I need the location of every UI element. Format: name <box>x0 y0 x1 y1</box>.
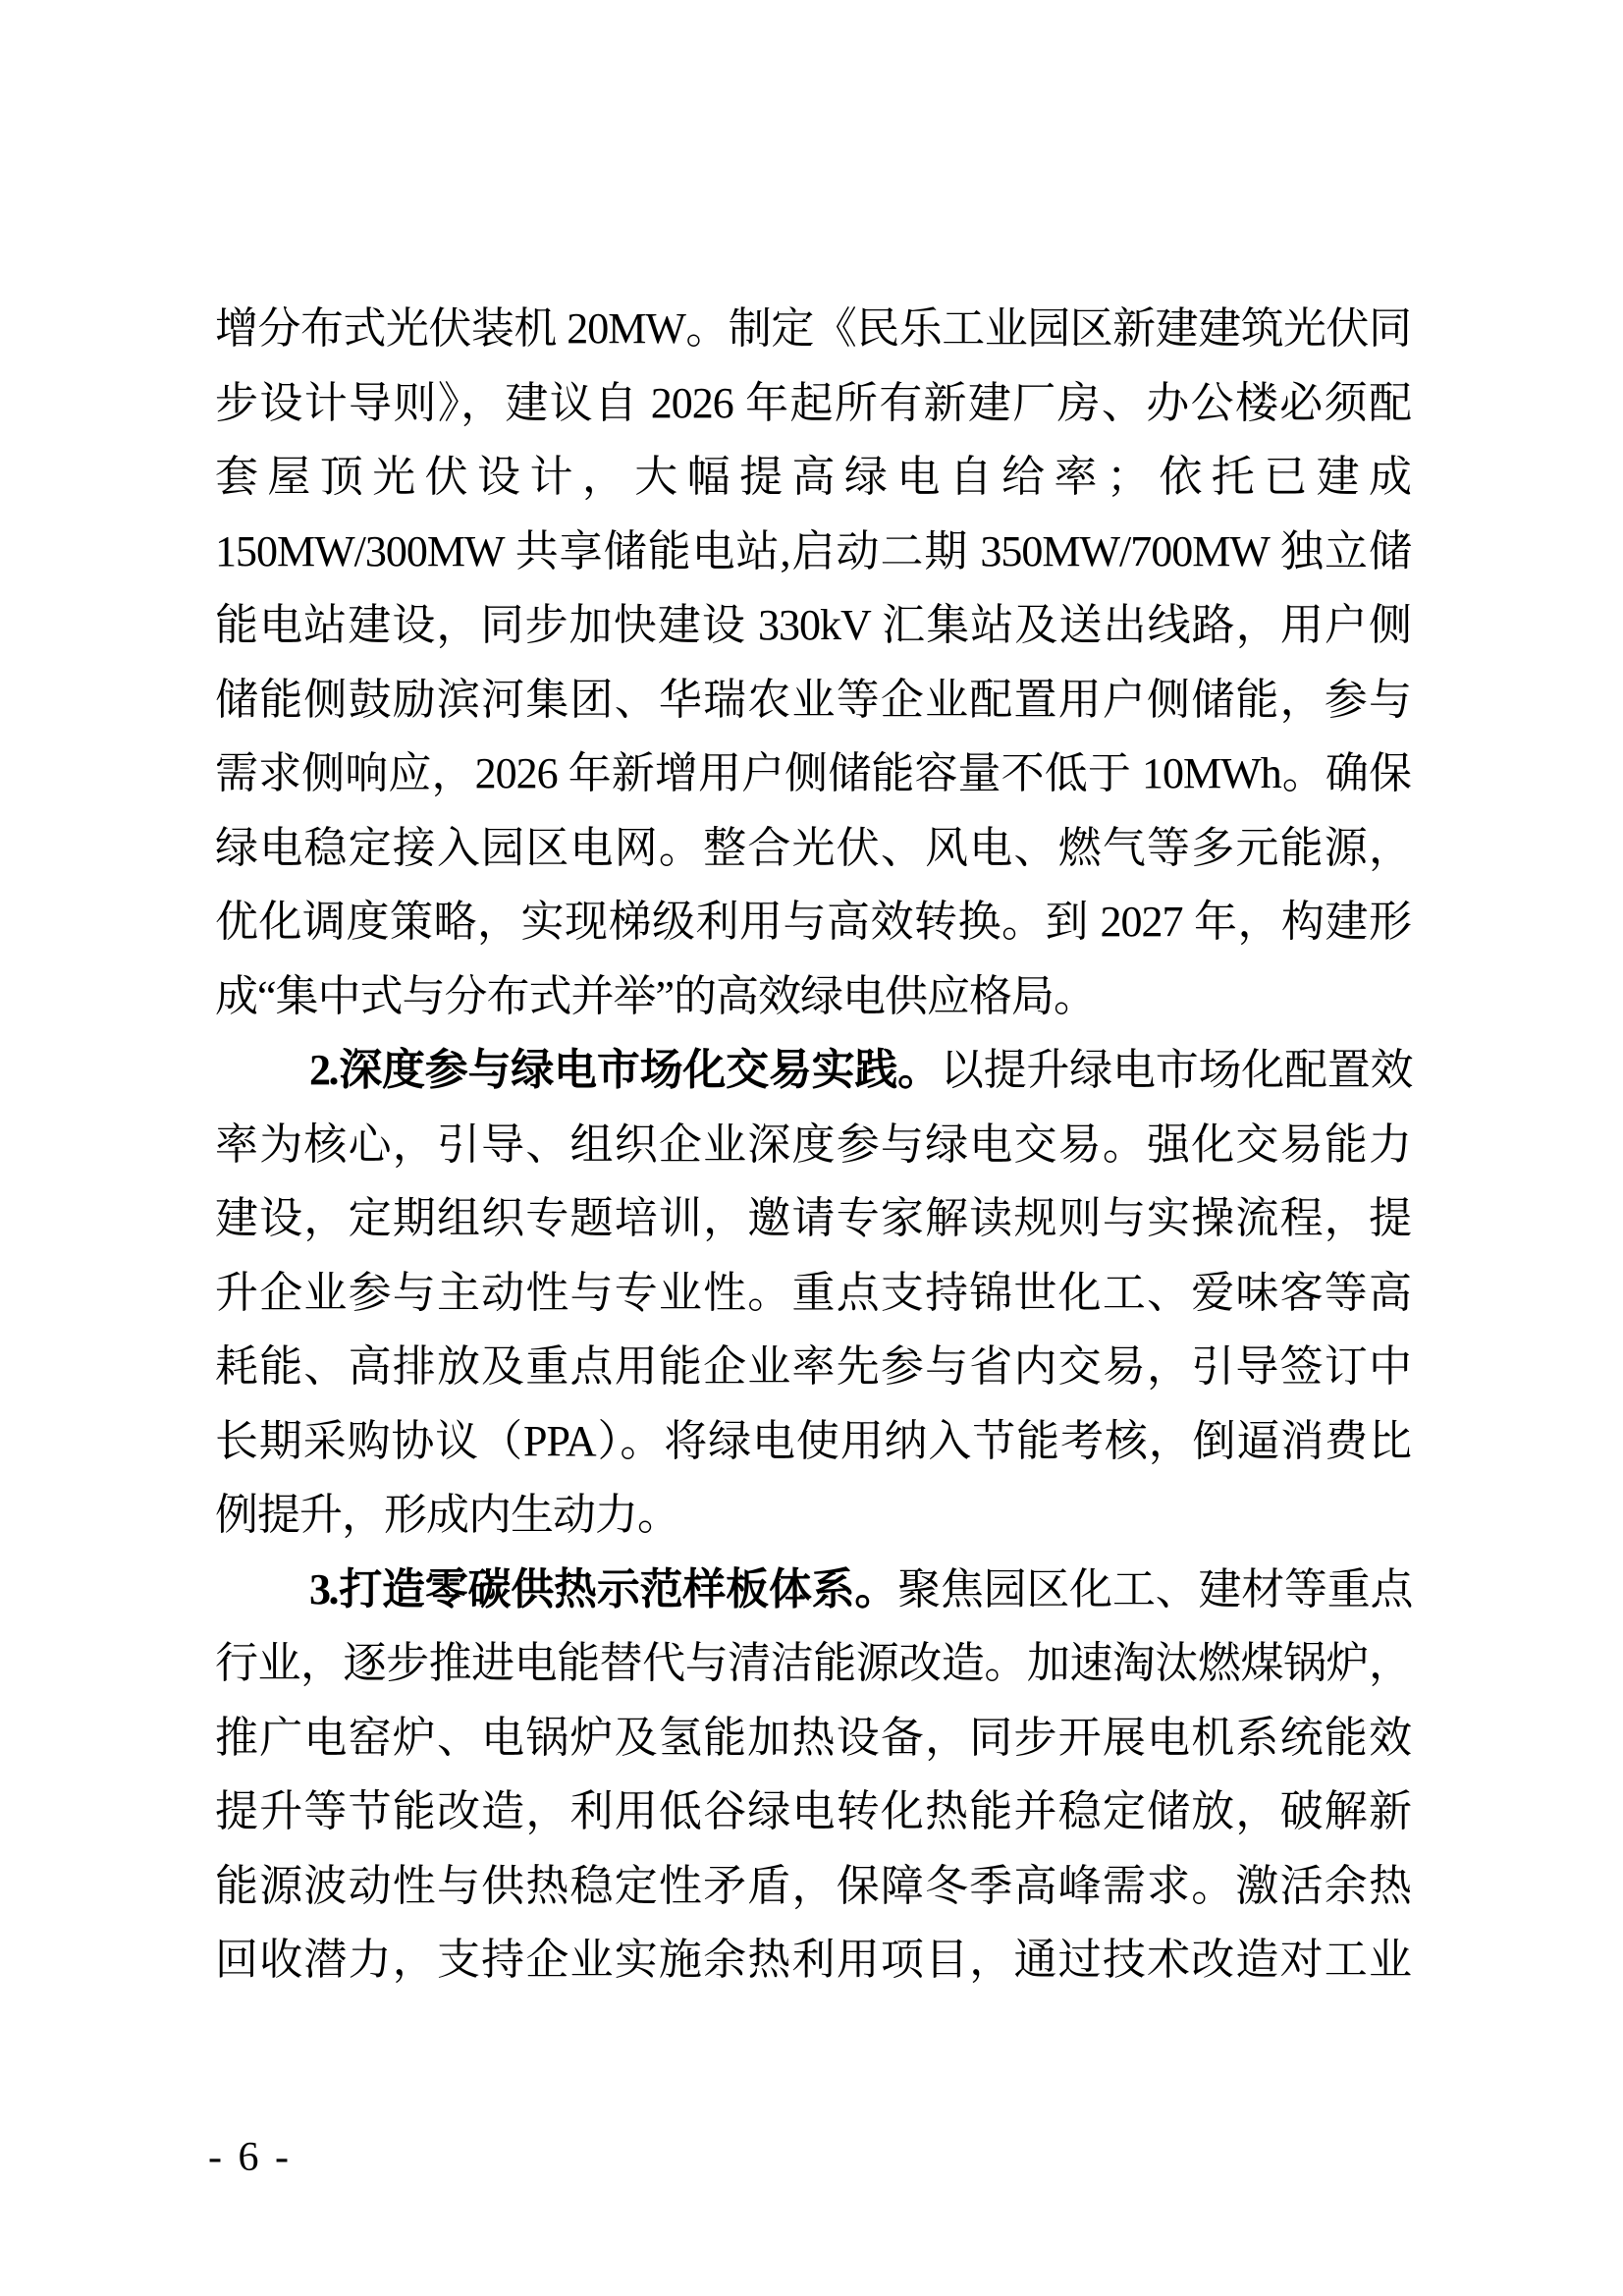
text-line: 绿电稳定接入园区电网。整合光伏、风电、燃气等多元能源， <box>215 823 1411 872</box>
text-line: 升企业参与主动性与专业性。重点支持锦世化工、爱味客等高 <box>215 1268 1411 1317</box>
text-line: 耗能、高排放及重点用能企业率先参与省内交易，引导签订中 <box>215 1342 1411 1391</box>
text-line: 率为核心，引导、组织企业深度参与绿电交易。强化交易能力 <box>215 1120 1411 1169</box>
text-line: 提升等节能改造，利用低谷绿电转化热能并稳定储放，破解新 <box>215 1787 1411 1835</box>
paragraph-start-line <box>215 1033 1411 1108</box>
text-line: 增分布式光伏装机 20MW。制定《民乐工业园区新建建筑光伏同 <box>215 304 1411 353</box>
paragraph-end-line: 例提升，形成内生动力。 <box>215 1491 679 1539</box>
text-line: 回收潜力，支持企业实施余热利用项目，通过技术改造对工业 <box>215 1936 1411 1984</box>
text-line: 150MW/300MW 共享储能电站,启动二期 350MW/700MW 独立储 <box>215 526 1411 575</box>
text-line: 套屋顶光伏设计，大幅提高绿电自给率；依托已建成 <box>215 453 1411 501</box>
text-line: 能电站建设，同步加快建设 330kV 汇集站及送出线路，用户侧 <box>215 601 1411 649</box>
text-line: 需求侧响应，2026 年新增用户侧储能容量不低于 10MWh。确保 <box>215 749 1411 797</box>
text-line: 以提升绿电市场化配置效 <box>940 1046 1412 1094</box>
text-line: 推广电窑炉、电锅炉及氢能加热设备，同步开展电机系统能效 <box>215 1713 1411 1762</box>
paragraph-end-line: 成“集中式与分布式并举”的高效绿电供应格局。 <box>215 971 1097 1020</box>
text-line: 行业，逐步推进电能替代与清洁能源改造。加速淘汰燃煤锅炉， <box>215 1639 1411 1687</box>
page-number: - 6 - <box>208 2135 292 2180</box>
paragraph-number-heading: 3.打造零碳供热示范样板体系。 <box>309 1564 898 1613</box>
text-line: 长期采购协议（PPA）。将绿电使用纳入节能考核，倒逼消费比 <box>215 1416 1411 1465</box>
text-line: 能源波动性与供热稳定性矛盾，保障冬季高峰需求。激活余热 <box>215 1861 1411 1910</box>
text-line: 聚焦园区化工、建材等重点 <box>897 1564 1411 1613</box>
paragraph-start-line <box>215 1553 1411 1627</box>
text-line: 储能侧鼓励滨河集团、华瑞农业等企业配置用户侧储能，参与 <box>215 675 1411 724</box>
text-line: 建设，定期组织专题培训，邀请专家解读规则与实操流程，提 <box>215 1194 1411 1242</box>
paragraph-number-heading: 2.深度参与绿电市场化交易实践。 <box>309 1046 941 1094</box>
text-line: 优化调度策略，实现梯级利用与高效转换。到 2027 年，构建形 <box>215 898 1411 946</box>
text-line: 步设计导则》，建议自 2026 年起所有新建厂房、办公楼必须配 <box>215 378 1411 427</box>
body-text <box>215 292 1411 1997</box>
